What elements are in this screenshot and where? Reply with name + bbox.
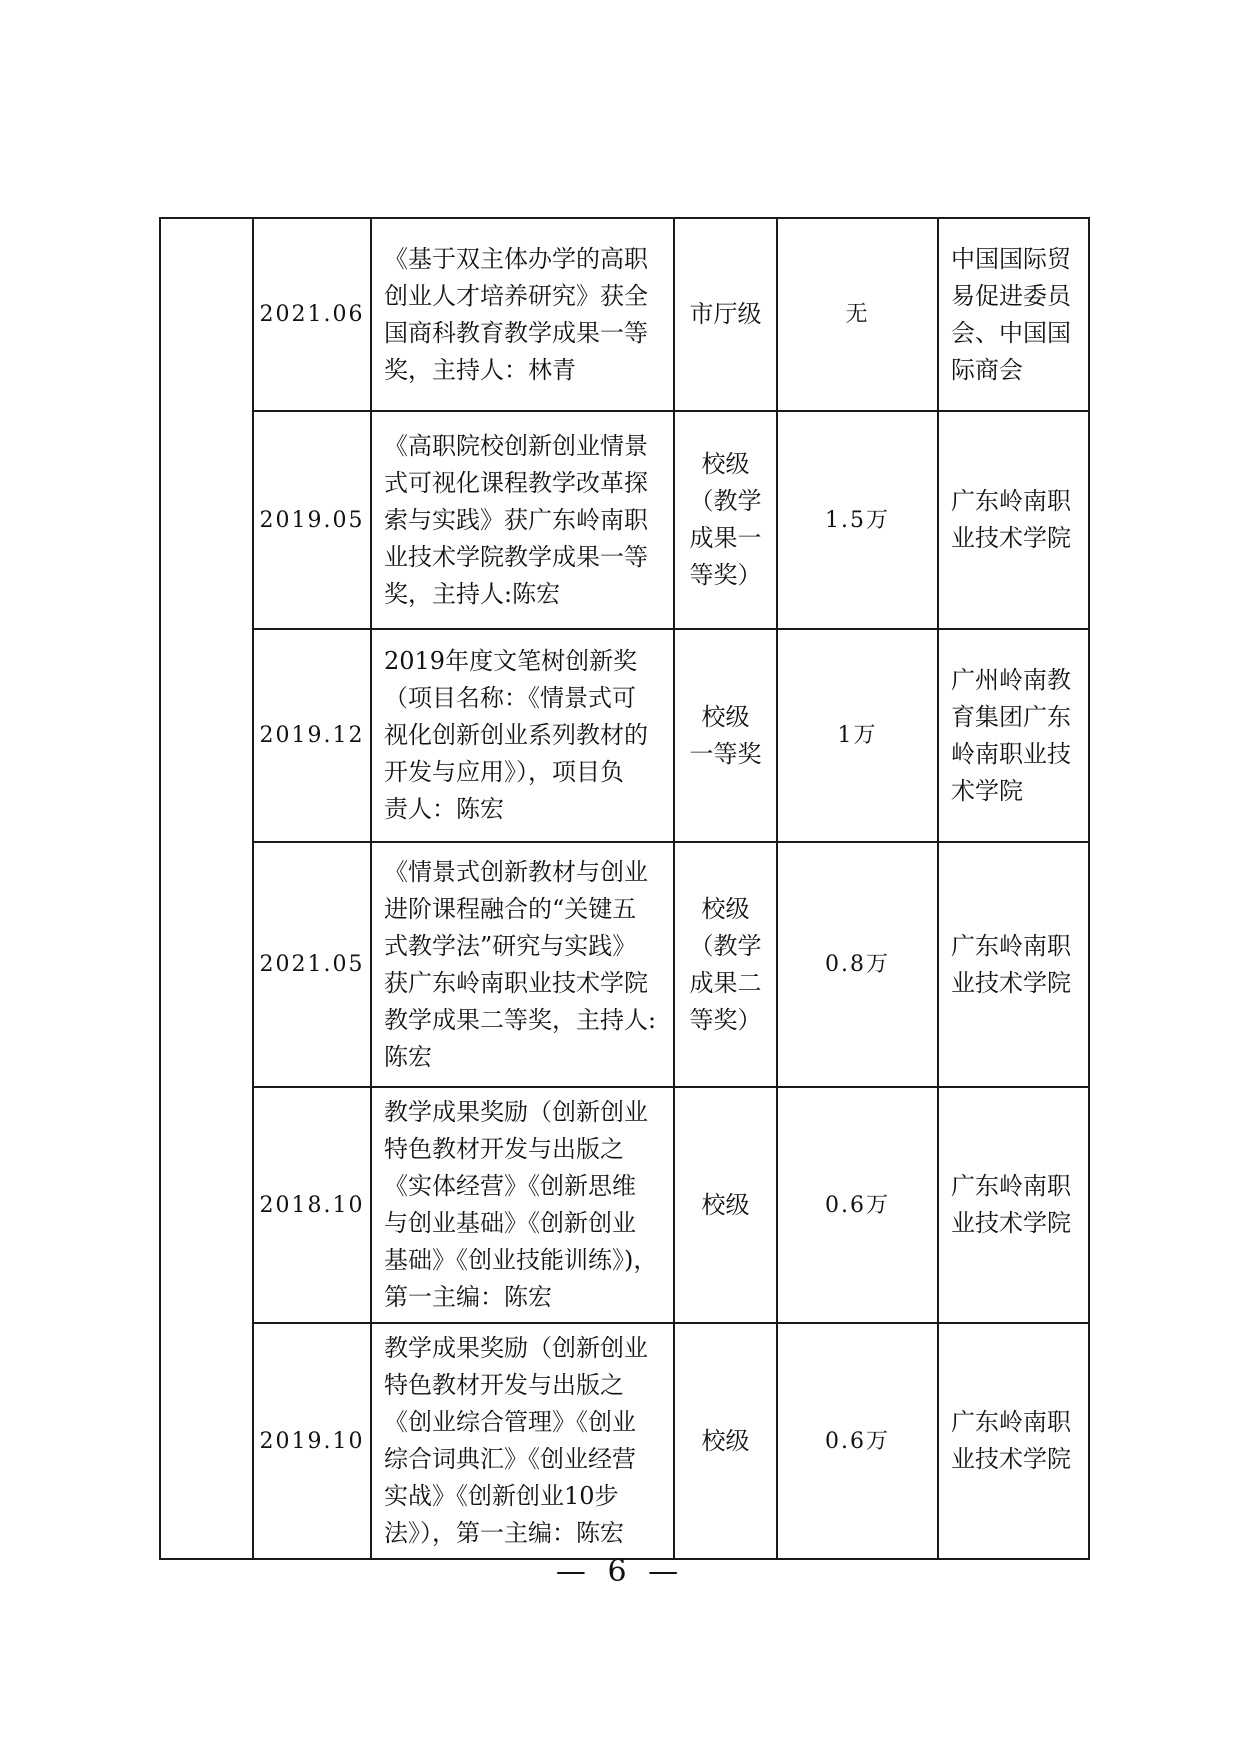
award-level-text: 校级: [701, 1426, 750, 1455]
award-description-text: 《情景式创新教材与创业 进阶课程融合的“关键五 式教学法”研究与实践》 获广东岭南职业技术学院 教学成果二等奖，主持人: 陈宏: [384, 857, 657, 1071]
table-row: [160, 629, 1089, 842]
award-organization: [938, 629, 1089, 842]
award-level-text: 校级 （教学 成果一 等奖）: [689, 450, 762, 589]
award-level-text: 校级 一等奖: [689, 702, 762, 768]
award-description: [371, 218, 674, 411]
award-description-text: 《高职院校创新创业情景 式可视化课程教学改革探 索与实践》获广东岭南职 业技术学院教学成果一等 奖，主持人:陈宏: [384, 431, 648, 608]
awards-table-container: [159, 217, 1088, 1560]
award-level: [674, 842, 777, 1087]
award-date: 2018.10: [253, 1087, 371, 1323]
award-organization-text: 广东岭南职 业技术学院: [951, 487, 1071, 552]
award-organization-text: 广州岭南教 育集团广东 岭南职业技 术学院: [951, 665, 1071, 805]
award-description: [371, 629, 674, 842]
award-organization: [938, 842, 1089, 1087]
award-date: 2019.05: [253, 411, 371, 629]
award-description-text: 教学成果奖励（创新创业 特色教材开发与出版之 《实体经营》《创新思维 与创业基础》《创新创业 基础》《创业技能训练》)， 第一主编：陈宏: [384, 1098, 658, 1311]
award-organization: [938, 218, 1089, 411]
award-description: [371, 1087, 674, 1323]
award-organization: [938, 1323, 1089, 1559]
award-description: [371, 411, 674, 629]
table-row: [160, 1087, 1089, 1323]
award-description-text: 2019年度文笔树创新奖 （项目名称：《情景式可 视化创新创业系列教材的 开发与应用》），项目负 责人：陈宏: [384, 647, 648, 823]
award-date: 2021.06: [253, 218, 371, 411]
award-level: [674, 218, 777, 411]
award-amount: 无: [777, 218, 938, 411]
table-row: [160, 411, 1089, 629]
award-organization: [938, 1087, 1089, 1323]
award-amount: 1万: [777, 629, 938, 842]
award-level-text: 校级: [701, 1190, 750, 1219]
award-organization-text: 中国国际贸 易促进委员 会、中国国 际商会: [951, 244, 1071, 384]
table-row: [160, 1323, 1089, 1559]
page-number: — 6 —: [555, 1554, 685, 1589]
award-date: 2019.12: [253, 629, 371, 842]
award-description-text: 《基于双主体办学的高职 创业人才培养研究》获全 国商科教育教学成果一等 奖，主持人：林青: [384, 244, 648, 384]
award-organization-text: 广东岭南职 业技术学院: [951, 1172, 1071, 1237]
awards-table: [159, 217, 1090, 1560]
award-description-text: 教学成果奖励（创新创业 特色教材开发与出版之 《创业综合管理》《创业 综合词典汇》《创业经营 实战》《创新创业10步 法》），第一主编：陈宏: [384, 1334, 648, 1547]
award-description: [371, 842, 674, 1087]
award-level: [674, 1087, 777, 1323]
award-organization-text: 广东岭南职 业技术学院: [951, 931, 1071, 997]
award-date: 2019.10: [253, 1323, 371, 1559]
award-amount: 0.6万: [777, 1323, 938, 1559]
award-amount: 0.6万: [777, 1087, 938, 1323]
award-description: [371, 1323, 674, 1559]
award-level: [674, 1323, 777, 1559]
award-date: 2021.05: [253, 842, 371, 1087]
award-organization: [938, 411, 1089, 629]
table-row: [160, 842, 1089, 1087]
table-row: [160, 218, 1089, 411]
award-amount: 0.8万: [777, 842, 938, 1087]
award-level: [674, 629, 777, 842]
award-level-text: 校级 （教学 成果二 等奖）: [689, 894, 762, 1034]
award-amount: 1.5万: [777, 411, 938, 629]
award-organization-text: 广东岭南职 业技术学院: [951, 1408, 1071, 1473]
merged-category-cell: [160, 218, 253, 1559]
award-level-text: 市厅级: [689, 300, 762, 328]
award-level: [674, 411, 777, 629]
